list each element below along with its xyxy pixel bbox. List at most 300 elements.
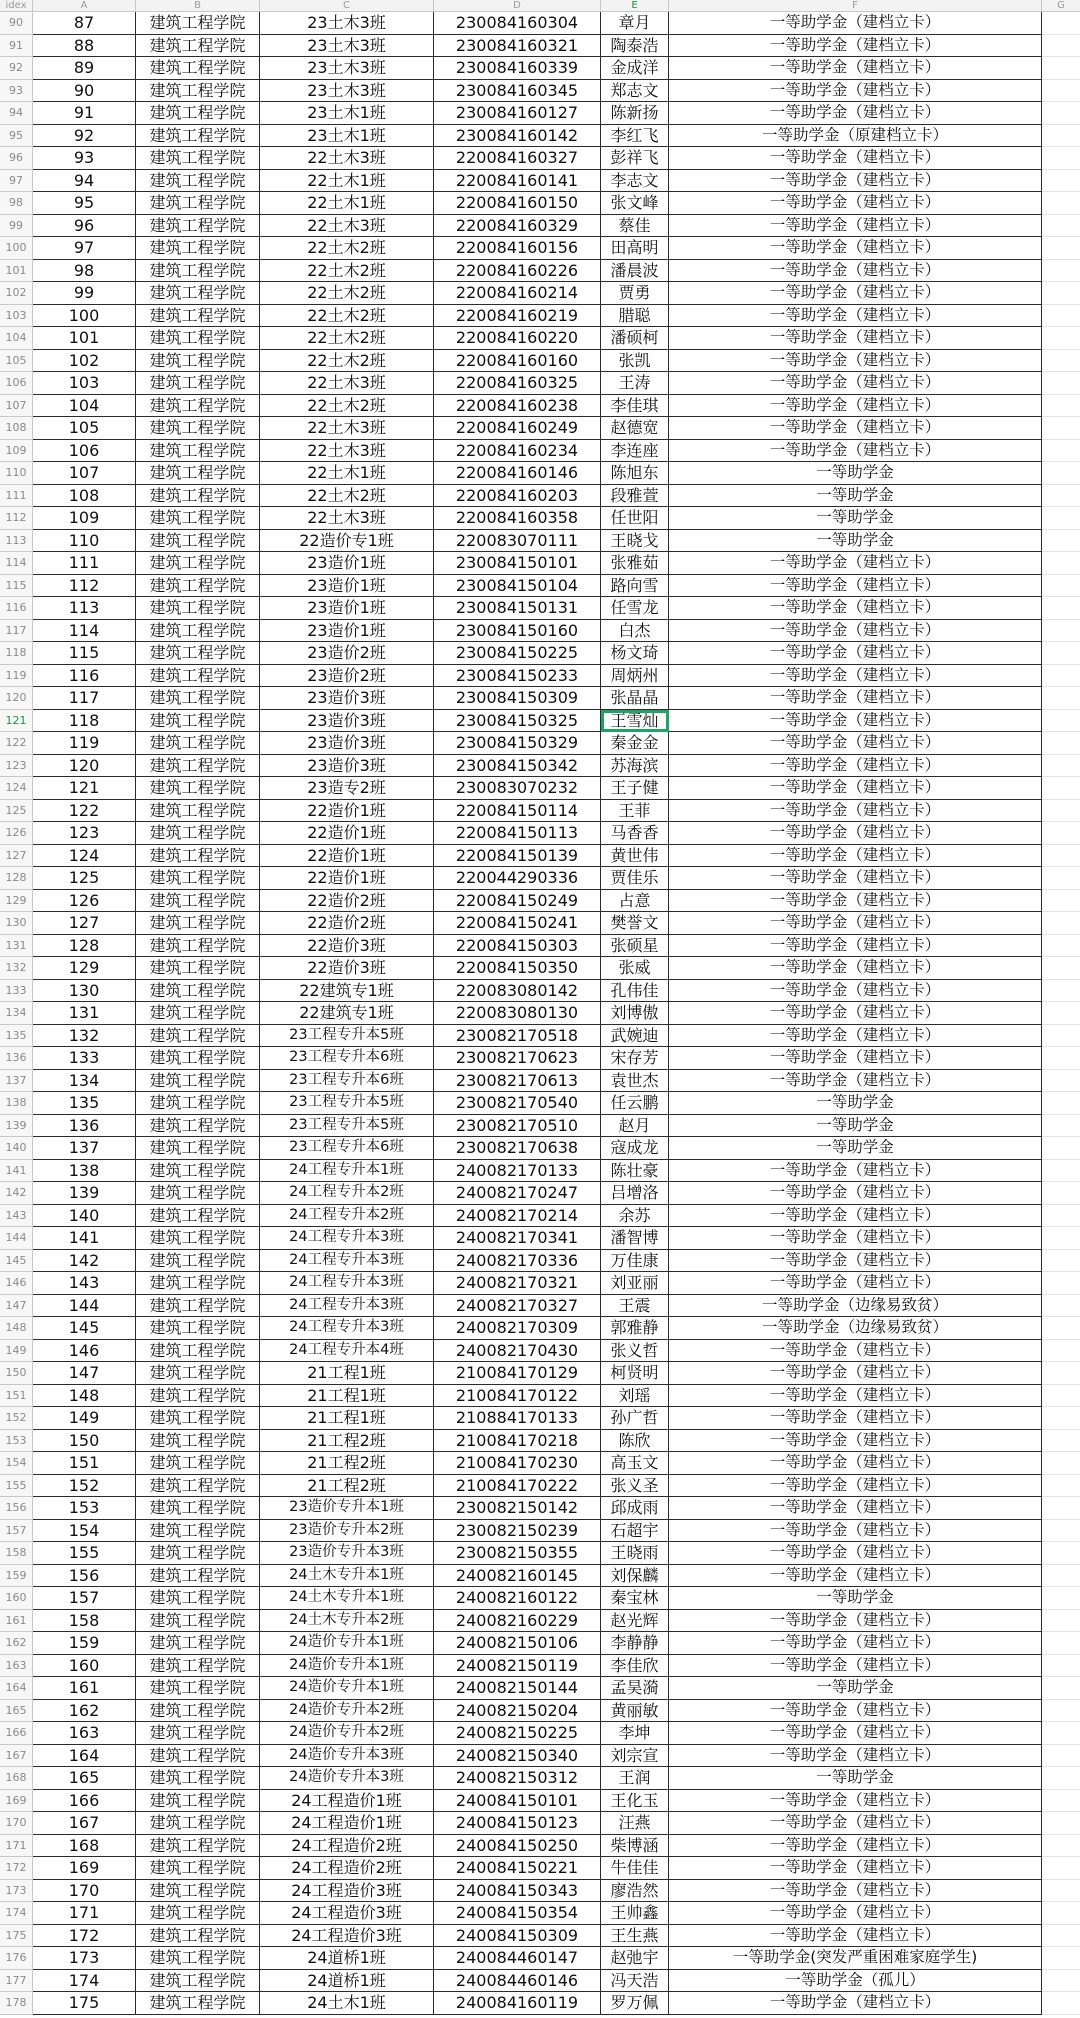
class-cell[interactable]: 24道桥1班	[260, 1970, 434, 1993]
class-cell[interactable]: 24工程造价3班	[260, 1902, 434, 1925]
student-id-cell[interactable]: 230084150309	[434, 687, 601, 710]
student-id-cell[interactable]: 210084170230	[434, 1452, 601, 1475]
row-number-cell[interactable]: 148	[0, 1317, 33, 1340]
college-cell[interactable]: 建筑工程学院	[136, 1385, 260, 1408]
class-cell[interactable]: 24工程专升本3班	[260, 1317, 434, 1340]
class-cell[interactable]: 22土木3班	[260, 147, 434, 170]
grant-type-cell[interactable]: 一等助学金（建档立卡）	[669, 1025, 1042, 1048]
grant-type-cell[interactable]: 一等助学金（建档立卡）	[669, 1002, 1042, 1025]
student-id-cell[interactable]: 230084160127	[434, 102, 601, 125]
row-number-cell[interactable]: 135	[0, 1025, 33, 1048]
college-cell[interactable]: 建筑工程学院	[136, 1655, 260, 1678]
grant-type-cell[interactable]: 一等助学金	[669, 530, 1042, 553]
row-number-cell[interactable]: 147	[0, 1295, 33, 1318]
student-id-cell[interactable]: 220084160146	[434, 462, 601, 485]
student-id-cell[interactable]: 220084150350	[434, 957, 601, 980]
empty-cell-g[interactable]	[1042, 125, 1080, 148]
student-id-cell[interactable]: 240082170341	[434, 1227, 601, 1250]
table-row[interactable]	[0, 192, 1080, 215]
class-cell[interactable]: 22土木3班	[260, 507, 434, 530]
row-number-cell[interactable]: 115	[0, 575, 33, 598]
grant-type-cell[interactable]: 一等助学金（建档立卡）	[669, 597, 1042, 620]
empty-cell-g[interactable]	[1042, 687, 1080, 710]
class-cell[interactable]: 22造价3班	[260, 957, 434, 980]
serial-number-cell[interactable]: 125	[33, 867, 136, 890]
empty-cell-g[interactable]	[1042, 1587, 1080, 1610]
empty-cell-g[interactable]	[1042, 912, 1080, 935]
student-id-cell[interactable]: 230084150131	[434, 597, 601, 620]
empty-cell-g[interactable]	[1042, 1250, 1080, 1273]
row-number-cell[interactable]: 117	[0, 620, 33, 643]
class-cell[interactable]: 24工程造价1班	[260, 1790, 434, 1813]
college-cell[interactable]: 建筑工程学院	[136, 237, 260, 260]
table-row[interactable]	[0, 282, 1080, 305]
student-id-cell[interactable]: 210084170122	[434, 1385, 601, 1408]
class-cell[interactable]: 23工程专升本6班	[260, 1137, 434, 1160]
row-number-cell[interactable]: 108	[0, 417, 33, 440]
table-row[interactable]	[0, 462, 1080, 485]
row-number-cell[interactable]: 136	[0, 1047, 33, 1070]
grant-type-cell[interactable]: 一等助学金（建档立卡）	[669, 282, 1042, 305]
college-cell[interactable]: 建筑工程学院	[136, 1587, 260, 1610]
table-row[interactable]	[0, 80, 1080, 103]
row-number-cell[interactable]: 155	[0, 1475, 33, 1498]
class-cell[interactable]: 22造价1班	[260, 867, 434, 890]
table-row[interactable]	[0, 1632, 1080, 1655]
table-row[interactable]	[0, 755, 1080, 778]
student-name-cell[interactable]: 王震	[601, 1295, 669, 1318]
serial-number-cell[interactable]: 146	[33, 1340, 136, 1363]
table-row[interactable]	[0, 957, 1080, 980]
row-number-cell[interactable]: 121	[0, 710, 33, 733]
empty-cell-g[interactable]	[1042, 1565, 1080, 1588]
class-cell[interactable]: 24土木1班	[260, 1992, 434, 2015]
grant-type-cell[interactable]: 一等助学金（边缘易致贫）	[669, 1295, 1042, 1318]
row-number-cell[interactable]: 137	[0, 1070, 33, 1093]
serial-number-cell[interactable]: 158	[33, 1610, 136, 1633]
class-cell[interactable]: 22土木2班	[260, 305, 434, 328]
college-cell[interactable]: 建筑工程学院	[136, 642, 260, 665]
empty-cell-g[interactable]	[1042, 57, 1080, 80]
college-cell[interactable]: 建筑工程学院	[136, 1227, 260, 1250]
grant-type-cell[interactable]: 一等助学金（建档立卡）	[669, 1070, 1042, 1093]
empty-cell-g[interactable]	[1042, 260, 1080, 283]
student-name-cell[interactable]: 潘智博	[601, 1227, 669, 1250]
empty-cell-g[interactable]	[1042, 35, 1080, 58]
serial-number-cell[interactable]: 122	[33, 800, 136, 823]
table-row[interactable]	[0, 1677, 1080, 1700]
student-id-cell[interactable]: 230084150342	[434, 755, 601, 778]
student-id-cell[interactable]: 230084150160	[434, 620, 601, 643]
class-cell[interactable]: 23造价1班	[260, 575, 434, 598]
serial-number-cell[interactable]: 130	[33, 980, 136, 1003]
table-row[interactable]	[0, 170, 1080, 193]
class-cell[interactable]: 22土木2班	[260, 350, 434, 373]
class-cell[interactable]: 24工程造价2班	[260, 1835, 434, 1858]
grant-type-cell[interactable]: 一等助学金（建档立卡）	[669, 260, 1042, 283]
serial-number-cell[interactable]: 128	[33, 935, 136, 958]
row-number-cell[interactable]: 101	[0, 260, 33, 283]
table-row[interactable]	[0, 665, 1080, 688]
empty-cell-g[interactable]	[1042, 80, 1080, 103]
table-row[interactable]	[0, 1857, 1080, 1880]
serial-number-cell[interactable]: 127	[33, 912, 136, 935]
college-cell[interactable]: 建筑工程学院	[136, 1970, 260, 1993]
college-cell[interactable]: 建筑工程学院	[136, 372, 260, 395]
student-name-cell[interactable]: 柴博涵	[601, 1835, 669, 1858]
student-name-cell[interactable]: 张凯	[601, 350, 669, 373]
student-id-cell[interactable]: 240082150312	[434, 1767, 601, 1790]
serial-number-cell[interactable]: 97	[33, 237, 136, 260]
class-cell[interactable]: 24土木专升本2班	[260, 1610, 434, 1633]
college-cell[interactable]: 建筑工程学院	[136, 125, 260, 148]
serial-number-cell[interactable]: 153	[33, 1497, 136, 1520]
grant-type-cell[interactable]: 一等助学金（建档立卡）	[669, 912, 1042, 935]
student-id-cell[interactable]: 220084150114	[434, 800, 601, 823]
student-name-cell[interactable]: 陈壮豪	[601, 1160, 669, 1183]
college-cell[interactable]: 建筑工程学院	[136, 1835, 260, 1858]
row-number-cell[interactable]: 114	[0, 552, 33, 575]
student-id-cell[interactable]: 240082150144	[434, 1677, 601, 1700]
college-cell[interactable]: 建筑工程学院	[136, 1295, 260, 1318]
serial-number-cell[interactable]: 155	[33, 1542, 136, 1565]
class-cell[interactable]: 24造价专升本3班	[260, 1745, 434, 1768]
student-name-cell[interactable]: 王晓戈	[601, 530, 669, 553]
college-cell[interactable]: 建筑工程学院	[136, 1047, 260, 1070]
student-id-cell[interactable]: 240082170214	[434, 1205, 601, 1228]
class-cell[interactable]: 23造价3班	[260, 732, 434, 755]
empty-cell-g[interactable]	[1042, 1115, 1080, 1138]
college-cell[interactable]: 建筑工程学院	[136, 1677, 260, 1700]
serial-number-cell[interactable]: 162	[33, 1700, 136, 1723]
college-cell[interactable]: 建筑工程学院	[136, 1362, 260, 1385]
class-cell[interactable]: 23土木1班	[260, 125, 434, 148]
row-number-cell[interactable]: 156	[0, 1497, 33, 1520]
student-id-cell[interactable]: 240082150225	[434, 1722, 601, 1745]
student-name-cell[interactable]: 郑志文	[601, 80, 669, 103]
grant-type-cell[interactable]: 一等助学金（建档立卡）	[669, 777, 1042, 800]
student-name-cell[interactable]: 秦宝林	[601, 1587, 669, 1610]
class-cell[interactable]: 23工程专升本5班	[260, 1092, 434, 1115]
class-cell[interactable]: 22造价专1班	[260, 530, 434, 553]
college-cell[interactable]: 建筑工程学院	[136, 1205, 260, 1228]
college-cell[interactable]: 建筑工程学院	[136, 1812, 260, 1835]
student-id-cell[interactable]: 240082160229	[434, 1610, 601, 1633]
table-row[interactable]	[0, 440, 1080, 463]
grant-type-cell[interactable]: 一等助学金（建档立卡）	[669, 1812, 1042, 1835]
class-cell[interactable]: 22土木1班	[260, 170, 434, 193]
table-row[interactable]	[0, 1565, 1080, 1588]
class-cell[interactable]: 22土木1班	[260, 462, 434, 485]
college-cell[interactable]: 建筑工程学院	[136, 1160, 260, 1183]
college-cell[interactable]: 建筑工程学院	[136, 1992, 260, 2015]
college-cell[interactable]: 建筑工程学院	[136, 800, 260, 823]
student-id-cell[interactable]: 230084160339	[434, 57, 601, 80]
student-name-cell[interactable]: 黄世伟	[601, 845, 669, 868]
row-number-cell[interactable]: 141	[0, 1160, 33, 1183]
student-name-cell[interactable]: 李静静	[601, 1632, 669, 1655]
student-id-cell[interactable]: 210084170129	[434, 1362, 601, 1385]
student-id-cell[interactable]: 210884170133	[434, 1407, 601, 1430]
row-number-cell[interactable]: 107	[0, 395, 33, 418]
row-number-cell[interactable]: 95	[0, 125, 33, 148]
empty-cell-g[interactable]	[1042, 935, 1080, 958]
college-cell[interactable]: 建筑工程学院	[136, 935, 260, 958]
serial-number-cell[interactable]: 148	[33, 1385, 136, 1408]
class-cell[interactable]: 22土木3班	[260, 372, 434, 395]
empty-cell-g[interactable]	[1042, 1677, 1080, 1700]
college-cell[interactable]: 建筑工程学院	[136, 1497, 260, 1520]
empty-cell-g[interactable]	[1042, 1902, 1080, 1925]
table-row[interactable]	[0, 710, 1080, 733]
college-cell[interactable]: 建筑工程学院	[136, 1025, 260, 1048]
table-row[interactable]	[0, 800, 1080, 823]
grant-type-cell[interactable]: 一等助学金（原建档立卡）	[669, 125, 1042, 148]
college-cell[interactable]: 建筑工程学院	[136, 282, 260, 305]
college-cell[interactable]: 建筑工程学院	[136, 1317, 260, 1340]
grant-type-cell[interactable]: 一等助学金（建档立卡）	[669, 980, 1042, 1003]
row-number-cell[interactable]: 102	[0, 282, 33, 305]
empty-cell-g[interactable]	[1042, 1970, 1080, 1993]
class-cell[interactable]: 22土木3班	[260, 417, 434, 440]
row-number-cell[interactable]: 171	[0, 1835, 33, 1858]
grant-type-cell[interactable]: 一等助学金（建档立卡）	[669, 1992, 1042, 2015]
grant-type-cell[interactable]: 一等助学金（建档立卡）	[669, 1880, 1042, 1903]
student-name-cell[interactable]: 任云鹏	[601, 1092, 669, 1115]
student-id-cell[interactable]: 210084170222	[434, 1475, 601, 1498]
college-cell[interactable]: 建筑工程学院	[136, 305, 260, 328]
table-row[interactable]	[0, 1070, 1080, 1093]
class-cell[interactable]: 24土木专升本1班	[260, 1565, 434, 1588]
empty-cell-g[interactable]	[1042, 732, 1080, 755]
college-cell[interactable]: 建筑工程学院	[136, 485, 260, 508]
grant-type-cell[interactable]: 一等助学金（建档立卡）	[669, 215, 1042, 238]
student-id-cell[interactable]: 220084160220	[434, 327, 601, 350]
student-id-cell[interactable]: 220084150303	[434, 935, 601, 958]
empty-cell-g[interactable]	[1042, 1947, 1080, 1970]
class-cell[interactable]: 24造价专升本2班	[260, 1700, 434, 1723]
grant-type-cell[interactable]: 一等助学金（建档立卡）	[669, 417, 1042, 440]
table-row[interactable]	[0, 1520, 1080, 1543]
grant-type-cell[interactable]: 一等助学金（建档立卡）	[669, 890, 1042, 913]
student-id-cell[interactable]: 230084150225	[434, 642, 601, 665]
table-row[interactable]	[0, 1340, 1080, 1363]
empty-cell-g[interactable]	[1042, 102, 1080, 125]
college-cell[interactable]: 建筑工程学院	[136, 732, 260, 755]
student-name-cell[interactable]: 柯贤明	[601, 1362, 669, 1385]
class-cell[interactable]: 21工程1班	[260, 1407, 434, 1430]
college-cell[interactable]: 建筑工程学院	[136, 1880, 260, 1903]
student-name-cell[interactable]: 宋存芳	[601, 1047, 669, 1070]
college-cell[interactable]: 建筑工程学院	[136, 395, 260, 418]
grant-type-cell[interactable]: 一等助学金（建档立卡）	[669, 867, 1042, 890]
table-row[interactable]	[0, 237, 1080, 260]
student-id-cell[interactable]: 210084170218	[434, 1430, 601, 1453]
grant-type-cell[interactable]: 一等助学金（孤儿）	[669, 1970, 1042, 1993]
empty-cell-g[interactable]	[1042, 597, 1080, 620]
empty-cell-g[interactable]	[1042, 1925, 1080, 1948]
empty-cell-g[interactable]	[1042, 1722, 1080, 1745]
college-cell[interactable]: 建筑工程学院	[136, 957, 260, 980]
row-number-cell[interactable]: 154	[0, 1452, 33, 1475]
table-row[interactable]	[0, 57, 1080, 80]
serial-number-cell[interactable]: 88	[33, 35, 136, 58]
student-name-cell[interactable]: 樊誉文	[601, 912, 669, 935]
table-row[interactable]	[0, 1722, 1080, 1745]
class-cell[interactable]: 23土木3班	[260, 12, 434, 35]
row-number-cell[interactable]: 116	[0, 597, 33, 620]
grant-type-cell[interactable]: 一等助学金（建档立卡）	[669, 12, 1042, 35]
student-name-cell[interactable]: 刘瑶	[601, 1385, 669, 1408]
college-cell[interactable]: 建筑工程学院	[136, 575, 260, 598]
row-number-cell[interactable]: 93	[0, 80, 33, 103]
student-name-cell[interactable]: 任雪龙	[601, 597, 669, 620]
student-id-cell[interactable]: 240082160145	[434, 1565, 601, 1588]
grant-type-cell[interactable]: 一等助学金（建档立卡）	[669, 1700, 1042, 1723]
college-cell[interactable]: 建筑工程学院	[136, 260, 260, 283]
empty-cell-g[interactable]	[1042, 192, 1080, 215]
student-id-cell[interactable]: 220084160238	[434, 395, 601, 418]
grant-type-cell[interactable]: 一等助学金（建档立卡）	[669, 57, 1042, 80]
college-cell[interactable]: 建筑工程学院	[136, 350, 260, 373]
row-number-cell[interactable]: 92	[0, 57, 33, 80]
class-cell[interactable]: 24造价专升本3班	[260, 1767, 434, 1790]
class-cell[interactable]: 23造价专升本1班	[260, 1497, 434, 1520]
table-row[interactable]	[0, 822, 1080, 845]
grant-type-cell[interactable]: 一等助学金（建档立卡）	[669, 1610, 1042, 1633]
student-id-cell[interactable]: 240082160122	[434, 1587, 601, 1610]
row-number-cell[interactable]: 168	[0, 1767, 33, 1790]
table-row[interactable]	[0, 1655, 1080, 1678]
row-number-cell[interactable]: 125	[0, 800, 33, 823]
class-cell[interactable]: 23土木3班	[260, 80, 434, 103]
college-cell[interactable]: 建筑工程学院	[136, 147, 260, 170]
college-cell[interactable]: 建筑工程学院	[136, 57, 260, 80]
table-row[interactable]	[0, 305, 1080, 328]
class-cell[interactable]: 21工程1班	[260, 1385, 434, 1408]
student-name-cell[interactable]: 腊聪	[601, 305, 669, 328]
college-cell[interactable]: 建筑工程学院	[136, 1430, 260, 1453]
student-name-cell[interactable]: 秦金金	[601, 732, 669, 755]
grant-type-cell[interactable]: 一等助学金（建档立卡）	[669, 1632, 1042, 1655]
class-cell[interactable]: 23土木1班	[260, 102, 434, 125]
grant-type-cell[interactable]: 一等助学金（建档立卡）	[669, 1452, 1042, 1475]
table-row[interactable]	[0, 912, 1080, 935]
class-cell[interactable]: 24工程专升本4班	[260, 1340, 434, 1363]
empty-cell-g[interactable]	[1042, 575, 1080, 598]
college-cell[interactable]: 建筑工程学院	[136, 980, 260, 1003]
empty-cell-g[interactable]	[1042, 665, 1080, 688]
grant-type-cell[interactable]: 一等助学金（建档立卡）	[669, 732, 1042, 755]
table-row[interactable]	[0, 125, 1080, 148]
grant-type-cell[interactable]: 一等助学金（建档立卡）	[669, 710, 1042, 733]
student-name-cell[interactable]: 段雅萱	[601, 485, 669, 508]
serial-number-cell[interactable]: 119	[33, 732, 136, 755]
table-row[interactable]	[0, 1925, 1080, 1948]
grant-type-cell[interactable]: 一等助学金（建档立卡）	[669, 957, 1042, 980]
class-cell[interactable]: 22土木2班	[260, 282, 434, 305]
row-number-cell[interactable]: 175	[0, 1925, 33, 1948]
serial-number-cell[interactable]: 106	[33, 440, 136, 463]
row-number-cell[interactable]: 112	[0, 507, 33, 530]
table-row[interactable]	[0, 597, 1080, 620]
grant-type-cell[interactable]: 一等助学金（建档立卡）	[669, 1182, 1042, 1205]
empty-cell-g[interactable]	[1042, 1092, 1080, 1115]
student-name-cell[interactable]: 张硕星	[601, 935, 669, 958]
student-name-cell[interactable]: 孙广哲	[601, 1407, 669, 1430]
college-cell[interactable]: 建筑工程学院	[136, 462, 260, 485]
student-name-cell[interactable]: 蔡佳	[601, 215, 669, 238]
row-number-cell[interactable]: 161	[0, 1610, 33, 1633]
grant-type-cell[interactable]: 一等助学金（建档立卡）	[669, 395, 1042, 418]
row-number-cell[interactable]: 160	[0, 1587, 33, 1610]
student-name-cell[interactable]: 张文峰	[601, 192, 669, 215]
serial-number-cell[interactable]: 94	[33, 170, 136, 193]
table-row[interactable]	[0, 1407, 1080, 1430]
student-name-cell[interactable]: 廖浩然	[601, 1880, 669, 1903]
class-cell[interactable]: 22土木1班	[260, 192, 434, 215]
class-cell[interactable]: 23造价1班	[260, 552, 434, 575]
student-id-cell[interactable]: 240084150343	[434, 1880, 601, 1903]
row-number-cell[interactable]: 128	[0, 867, 33, 890]
college-cell[interactable]: 建筑工程学院	[136, 215, 260, 238]
student-id-cell[interactable]: 220084150139	[434, 845, 601, 868]
class-cell[interactable]: 22土木2班	[260, 395, 434, 418]
row-number-cell[interactable]: 131	[0, 935, 33, 958]
serial-number-cell[interactable]: 92	[33, 125, 136, 148]
student-name-cell[interactable]: 王晓雨	[601, 1542, 669, 1565]
serial-number-cell[interactable]: 117	[33, 687, 136, 710]
serial-number-cell[interactable]: 103	[33, 372, 136, 395]
table-row[interactable]	[0, 1025, 1080, 1048]
empty-cell-g[interactable]	[1042, 1745, 1080, 1768]
empty-cell-g[interactable]	[1042, 1542, 1080, 1565]
row-number-cell[interactable]: 162	[0, 1632, 33, 1655]
class-cell[interactable]: 22建筑专1班	[260, 1002, 434, 1025]
student-name-cell[interactable]: 陈新扬	[601, 102, 669, 125]
empty-cell-g[interactable]	[1042, 462, 1080, 485]
student-id-cell[interactable]: 220084160214	[434, 282, 601, 305]
table-row[interactable]	[0, 1272, 1080, 1295]
college-cell[interactable]: 建筑工程学院	[136, 1475, 260, 1498]
serial-number-cell[interactable]: 108	[33, 485, 136, 508]
student-id-cell[interactable]: 230082170613	[434, 1070, 601, 1093]
college-cell[interactable]: 建筑工程学院	[136, 1857, 260, 1880]
serial-number-cell[interactable]: 109	[33, 507, 136, 530]
row-number-cell[interactable]: 99	[0, 215, 33, 238]
college-cell[interactable]: 建筑工程学院	[136, 1925, 260, 1948]
college-cell[interactable]: 建筑工程学院	[136, 35, 260, 58]
row-number-cell[interactable]: 165	[0, 1700, 33, 1723]
table-row[interactable]	[0, 890, 1080, 913]
table-row[interactable]	[0, 35, 1080, 58]
student-name-cell[interactable]: 袁世杰	[601, 1070, 669, 1093]
grant-type-cell[interactable]: 一等助学金（建档立卡）	[669, 1362, 1042, 1385]
class-cell[interactable]: 23工程专升本6班	[260, 1070, 434, 1093]
table-row[interactable]	[0, 485, 1080, 508]
student-id-cell[interactable]: 220084160150	[434, 192, 601, 215]
row-number-cell[interactable]: 174	[0, 1902, 33, 1925]
empty-cell-g[interactable]	[1042, 1340, 1080, 1363]
empty-cell-g[interactable]	[1042, 1205, 1080, 1228]
row-number-cell[interactable]: 150	[0, 1362, 33, 1385]
student-name-cell[interactable]: 周炳州	[601, 665, 669, 688]
table-row[interactable]	[0, 1250, 1080, 1273]
student-name-cell[interactable]: 王帅鑫	[601, 1902, 669, 1925]
row-number-cell[interactable]: 113	[0, 530, 33, 553]
empty-cell-g[interactable]	[1042, 552, 1080, 575]
table-row[interactable]	[0, 1610, 1080, 1633]
